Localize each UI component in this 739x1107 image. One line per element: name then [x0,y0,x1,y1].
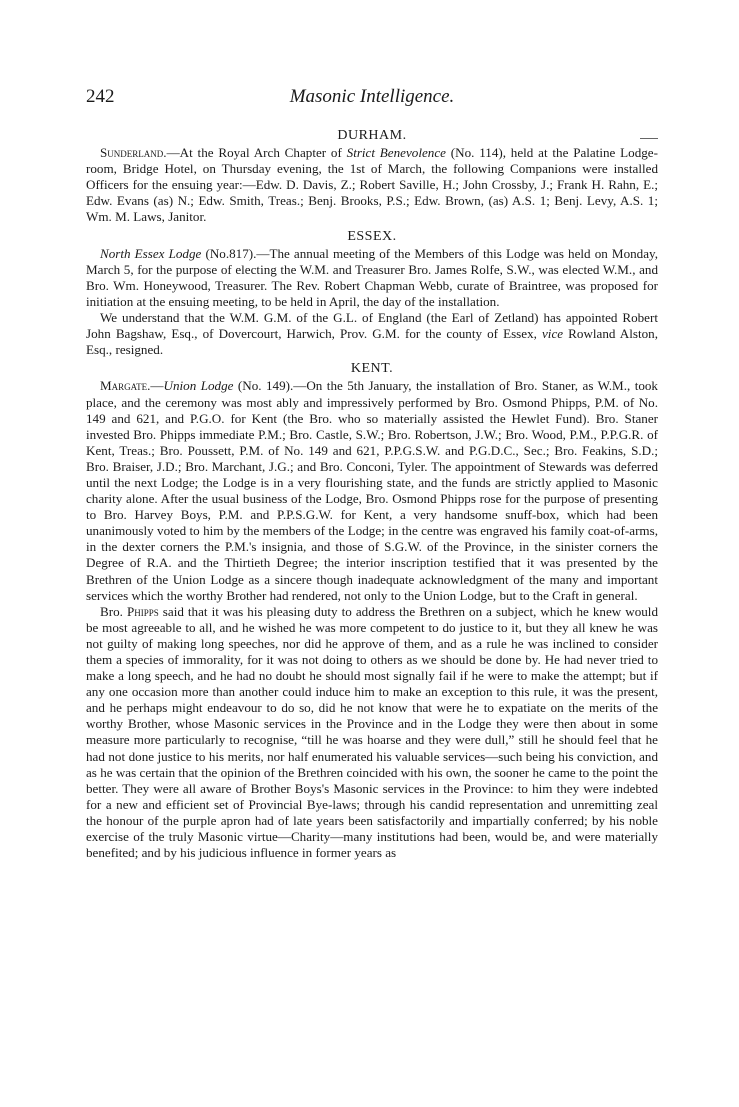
section-heading-kent: KENT. [350,361,394,377]
speaker-name: Phipps [126,603,159,619]
place-name: Margate. [100,378,151,394]
vice-word: vice [542,326,564,342]
paragraph-sunderland: Sunderland.—At the Royal Arch Chapter of Strict Benevolence (No. 114), held at the Palatine Lodge-room, Bridge Hotel, on Thursday evening, the 1st of March, the following Companions were installed Officers for the ensuing year:—Edw. D. Davis, Z.; Robert Saville, H.; John Crossby, J.; Frank H. Rahn, E.; Edw. Evans (as) N.; Edw. Smith, Treas.; Benj. Brooks, P.S.; Edw. Brown, (as) A.S. 1; Benj. Levy, A.S. 1; Wm. M. Laws, Janitor. [86,145,658,225]
section-heading-durham: DURHAM. [337,128,407,143]
paragraph-appointment: We understand that the W.M. G.M. of the G.L. of England (the Earl of Zetland) has appointed Robert John Bagshaw, Esq., of Dovercourt, Harwich, Prov. G.M. for the county of Essex, vice Rowland Alston, Esq., resigned. [86,310,658,358]
running-title: Masonic Intelligence. [289,86,455,107]
page-number: 242 [86,86,115,107]
paragraph-margate: Margate.—Union Lodge (No. 149).—On the 5th January, the installation of Bro. Staner, as W.M., took place, and the ceremony was most ably and impressively performed by Bro. Osmond Phipps, P.M. of No. 149 and 621, and P.G.O. for Kent (the Bro. who so materially assisted the Hewlet Fund). Bro. Staner invested Bro. Phipps immediate P.M.; Bro. Castle, S.W.; Bro. Robertson, J.W.; Bro. Wood, P.M., P.P.G.R. of Kent, Treas.; Bro. Poussett, P.M. of No. 149 and 621, P.P.G.S.W. and P.G.D.C., Sec.; Bro. Feakins, S.D.; Bro. Braiser, J.D.; Bro. Marchant, J.G.; and Bro. Conconi, Tyler. The appointment of Stewards was deferred until the next Lodge; the Lodge is in a very flourishing state, and the funds are strictly applied to Masonic charity alone. After the usual business of the Lodge, Bro. Osmond Phipps rose for the purpose of presenting to Bro. Harvey Boys, P.M. and P.P.S.G.W. for Kent, a very handsome snuff-box, which had been unanimously voted to him by the members of the Lodge; in the centre was engraved his family coat-of-arms, in the dexter corners the P.M.'s insignia, and those of S.G.W. of the Province, in the sinister corners the Degree of R.A. and the Thirtieth Degree; the interior inscription testified that it was presented by the Brethren of the Union Lodge as a sincere though inadequate acknowledgment of the many and important services which the worthy Brother had rendered, not only to the Union Lodge, but to the Craft in general. [86,378,658,603]
place-name: Sunderland. [100,145,167,161]
paragraph-phipps-speech: Bro. Phipps said that it was his pleasing duty to address the Brethren on a subject, which he knew would be most agreeable to all, and he wished he was more competent to do justice to it, but they all knew he was not guilty of making long speeches, nor did he approve of them, and as a rule he was inclined to consider them a species of immorality, for it was not doing to others as we should be done by. He had never tried to make a long speech, and he had no doubt he should most signally fail if he were to make the attempt; but if any one occasion more than another could induce him to make an exception to this rule, it was the present, and he perhaps might endeavour to do so, did he not know that were he to expatiate on the merits of the worthy Brother, whose Masonic services in the Province and in the Lodge they were then about in some measure more particularly to recognise, “till he was hoarse and they were dull,” still he should feel that he had not done justice to his merits, nor half enumerated his valuable services—such being his conviction, and as he was certain that the opinion of the Brethren coincided with his own, the sooner he came to the point the better. They were all aware of Brother Boys's Masonic services in the Province: to him they were indebted for a new and efficient set of Provincial Bye-laws; through his candid representation and unremitting zeal the honour of the purple apron had of late years been satisfactorily and impartially conferred; by his noble exercise of the truly Masonic virtue—Charity—many institutions had been, would be, and were materially benefited; and by his judicious influence in former years as [86,603,658,861]
chapter-name: Strict Benevolence [346,145,446,161]
paragraph-north-essex: North Essex Lodge (No.817).—The annual meeting of the Members of this Lodge was held on Monday, March 5, for the purpose of electing the W.M. and Treasurer Bro. James Rolfe, S.W., was elected W.M., and Bro. Wm. Honeywood, Treasurer. The Rev. Robert Chapman Webb, curate of Braintree, was proposed for initiation at the ensuing meeting, to be held in April, the day of the installation. [86,245,658,309]
page-header [86,86,658,110]
section-heading-essex: ESSEX. [347,228,397,244]
lodge-name: North Essex Lodge [100,245,202,261]
lodge-name: Union Lodge [163,378,234,394]
article-body [86,128,658,861]
